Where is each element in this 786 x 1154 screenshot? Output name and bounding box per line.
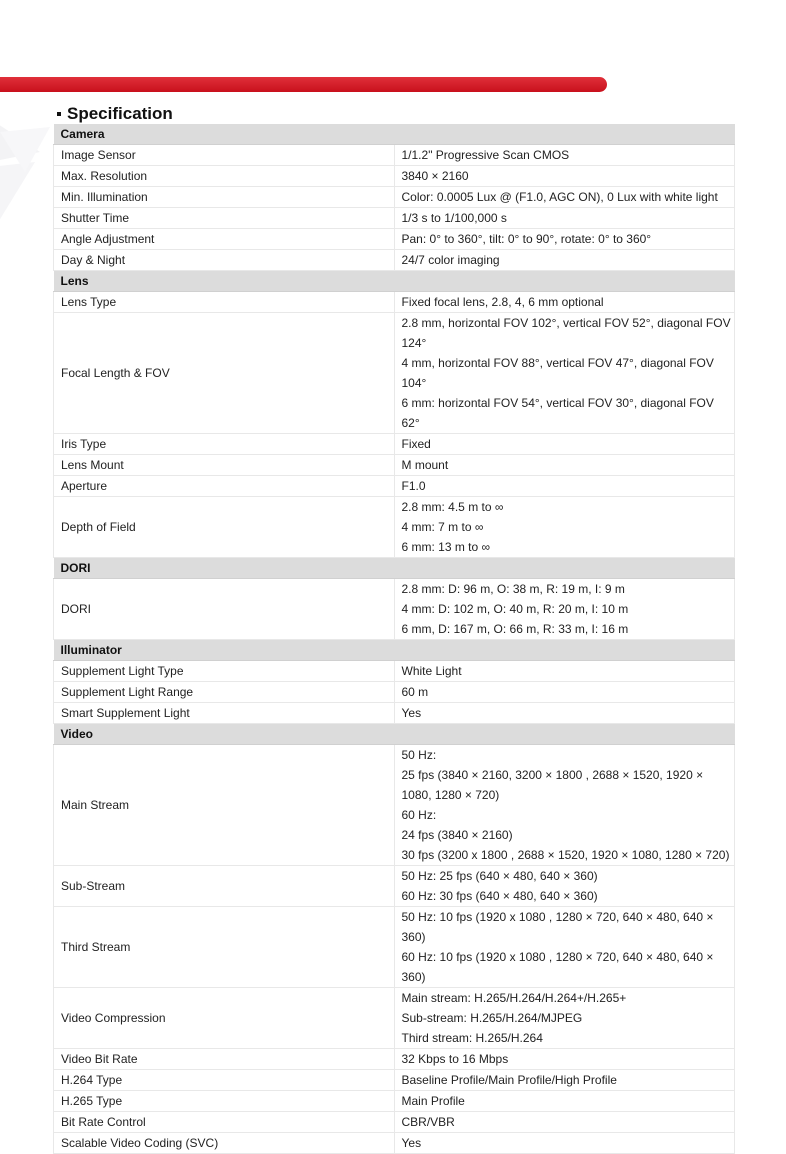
value-line: 25 fps (3840 × 2160, 3200 × 1800 , 2688 × 1520, 1920 × 1080, 1280 × 720) (401, 768, 704, 802)
value-line: Fixed focal lens, 2.8, 4, 6 mm optional (401, 295, 604, 309)
section-header (54, 271, 735, 292)
value-line: 50 Hz: 25 fps (640 × 480, 640 × 360) (401, 869, 598, 883)
row-value (394, 292, 735, 313)
value-line: Yes (401, 1136, 422, 1150)
section-title: DORI (54, 558, 735, 579)
page-title-text: Specification (67, 104, 173, 123)
row-label: Lens Mount (54, 455, 395, 476)
section-title: Illuminator (54, 640, 735, 661)
value-line: 50 Hz: (401, 748, 437, 762)
row-label: Sub-Stream (54, 866, 395, 907)
row-value (394, 313, 735, 434)
row-label: Supplement Light Range (54, 682, 395, 703)
section-title: Lens (54, 271, 735, 292)
table-row (54, 661, 735, 682)
row-label: Image Sensor (54, 145, 395, 166)
row-label: Smart Supplement Light (54, 703, 395, 724)
value-line: Baseline Profile/Main Profile/High Profile (401, 1073, 617, 1087)
value-line: 60 Hz: (401, 808, 437, 822)
table-row (54, 1133, 735, 1154)
row-value (394, 866, 735, 907)
table-row (54, 907, 735, 988)
table-row (54, 292, 735, 313)
table-row (54, 208, 735, 229)
header-red-band (0, 77, 607, 92)
value-line: Fixed (401, 437, 431, 451)
row-label: Min. Illumination (54, 187, 395, 208)
value-line: 3840 × 2160 (401, 169, 469, 183)
value-line: Color: 0.0005 Lux @ (F1.0, AGC ON), 0 Lux with white light (401, 190, 718, 204)
table-row (54, 579, 735, 640)
row-value (394, 476, 735, 497)
value-line: Pan: 0° to 360°, tilt: 0° to 90°, rotate: 0° to 360° (401, 232, 652, 246)
value-line: 1/3 s to 1/100,000 s (401, 211, 507, 225)
row-value (394, 208, 735, 229)
row-label: Day & Night (54, 250, 395, 271)
section-title: Camera (54, 124, 735, 145)
table-row (54, 703, 735, 724)
row-value (394, 703, 735, 724)
value-line: 6 mm, D: 167 m, O: 66 m, R: 33 m, I: 16 m (401, 622, 629, 636)
section-title: Video (54, 724, 735, 745)
value-line: 60 Hz: 10 fps (1920 x 1080 , 1280 × 720, 640 × 480, 640 × 360) (401, 950, 714, 984)
row-label: Video Bit Rate (54, 1049, 395, 1070)
title-bullet-icon (57, 112, 61, 116)
value-line: 60 Hz: 30 fps (640 × 480, 640 × 360) (401, 889, 598, 903)
row-label: Depth of Field (54, 497, 395, 558)
value-line: Sub-stream: H.265/H.264/MJPEG (401, 1011, 583, 1025)
page-title (57, 104, 173, 124)
value-line: 1/1.2" Progressive Scan CMOS (401, 148, 570, 162)
table-row (54, 745, 735, 866)
row-value (394, 1112, 735, 1133)
row-label: Shutter Time (54, 208, 395, 229)
value-line: CBR/VBR (401, 1115, 455, 1129)
row-label: Third Stream (54, 907, 395, 988)
section-header (54, 124, 735, 145)
row-value (394, 187, 735, 208)
row-label: Angle Adjustment (54, 229, 395, 250)
row-label: Iris Type (54, 434, 395, 455)
row-label: Scalable Video Coding (SVC) (54, 1133, 395, 1154)
row-label: Main Stream (54, 745, 395, 866)
row-label: Video Compression (54, 988, 395, 1049)
row-value (394, 1070, 735, 1091)
spec-table (53, 124, 735, 1154)
row-value (394, 497, 735, 558)
table-row (54, 1091, 735, 1112)
value-line: M mount (401, 458, 449, 472)
row-value (394, 1133, 735, 1154)
row-label: Lens Type (54, 292, 395, 313)
value-line: 2.8 mm, horizontal FOV 102°, vertical FOV 52°, diagonal FOV 124° (401, 316, 731, 350)
value-line: 2.8 mm: 4.5 m to ∞ (401, 500, 504, 514)
table-row (54, 229, 735, 250)
table-row (54, 166, 735, 187)
row-value (394, 434, 735, 455)
value-line: 4 mm: 7 m to ∞ (401, 520, 484, 534)
value-line: 4 mm: D: 102 m, O: 40 m, R: 20 m, I: 10 m (401, 602, 629, 616)
table-row (54, 313, 735, 434)
row-value (394, 145, 735, 166)
value-line: 32 Kbps to 16 Mbps (401, 1052, 509, 1066)
table-row (54, 455, 735, 476)
table-row (54, 476, 735, 497)
table-row (54, 1070, 735, 1091)
table-row (54, 1112, 735, 1133)
row-label: Aperture (54, 476, 395, 497)
row-value (394, 745, 735, 866)
table-row (54, 866, 735, 907)
value-line: Third stream: H.265/H.264 (401, 1031, 543, 1045)
value-line: 2.8 mm: D: 96 m, O: 38 m, R: 19 m, I: 9 m (401, 582, 625, 596)
row-label: Bit Rate Control (54, 1112, 395, 1133)
row-value (394, 579, 735, 640)
row-label: Focal Length & FOV (54, 313, 395, 434)
value-line: 24/7 color imaging (401, 253, 500, 267)
table-row (54, 434, 735, 455)
value-line: Main stream: H.265/H.264/H.264+/H.265+ (401, 991, 627, 1005)
value-line: 60 m (401, 685, 429, 699)
row-label: H.265 Type (54, 1091, 395, 1112)
value-line: F1.0 (401, 479, 426, 493)
row-label: DORI (54, 579, 395, 640)
value-line: 4 mm, horizontal FOV 88°, vertical FOV 47°, diagonal FOV 104° (401, 356, 714, 390)
row-value (394, 1091, 735, 1112)
row-value (394, 166, 735, 187)
value-line: 24 fps (3840 × 2160) (401, 828, 513, 842)
row-label: H.264 Type (54, 1070, 395, 1091)
table-row (54, 1049, 735, 1070)
value-line: White Light (401, 664, 462, 678)
value-line: 6 mm: horizontal FOV 54°, vertical FOV 30°, diagonal FOV 62° (401, 396, 714, 430)
row-value (394, 455, 735, 476)
row-value (394, 682, 735, 703)
row-label: Supplement Light Type (54, 661, 395, 682)
value-line: 6 mm: 13 m to ∞ (401, 540, 491, 554)
table-row (54, 682, 735, 703)
section-header (54, 558, 735, 579)
row-value (394, 661, 735, 682)
table-row (54, 145, 735, 166)
decorative-watermark-icon (0, 92, 50, 262)
value-line: 50 Hz: 10 fps (1920 x 1080 , 1280 × 720, 640 × 480, 640 × 360) (401, 910, 714, 944)
value-line: Yes (401, 706, 422, 720)
row-value (394, 229, 735, 250)
row-value (394, 907, 735, 988)
table-row (54, 988, 735, 1049)
table-row (54, 187, 735, 208)
row-value (394, 988, 735, 1049)
value-line: 30 fps (3200 x 1800 , 2688 × 1520, 1920 × 1080, 1280 × 720) (401, 848, 730, 862)
table-row (54, 250, 735, 271)
row-value (394, 250, 735, 271)
row-label: Max. Resolution (54, 166, 395, 187)
section-header (54, 640, 735, 661)
table-row (54, 497, 735, 558)
section-header (54, 724, 735, 745)
value-line: Main Profile (401, 1094, 465, 1108)
row-value (394, 1049, 735, 1070)
